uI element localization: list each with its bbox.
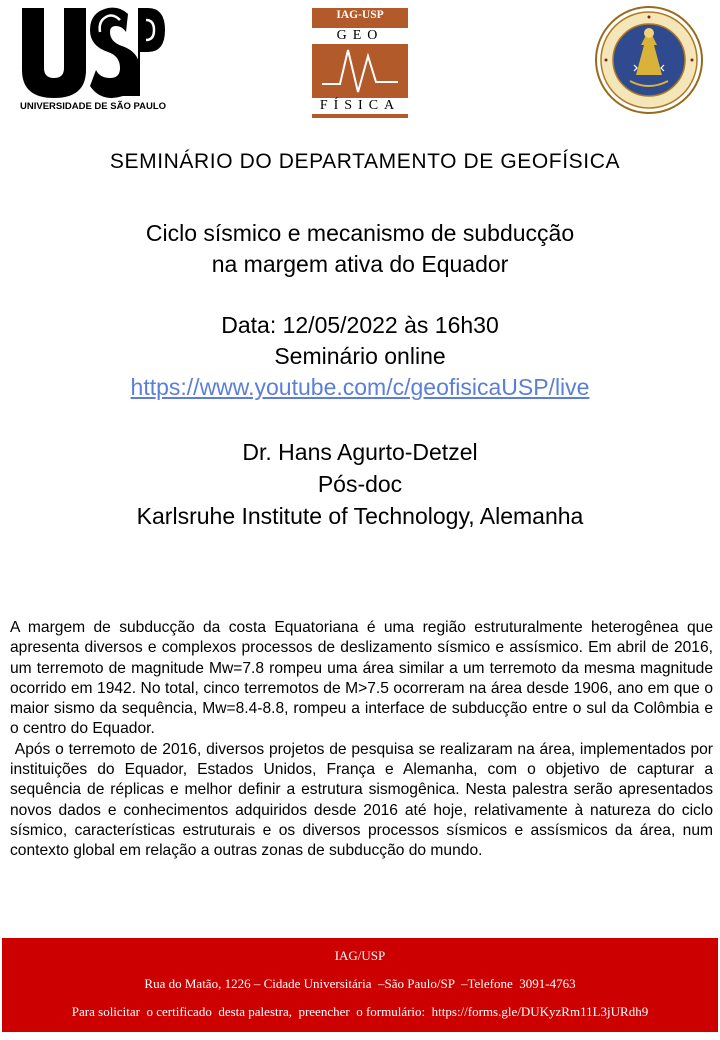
youtube-live-link[interactable]: https://www.youtube.com/c/geofisicaUSP/live bbox=[130, 374, 590, 400]
talk-title bbox=[0, 218, 720, 280]
footer-certificate-note: Para solicitar o certificado desta palestra, preencher o formulário: https://forms.gle/DUKyzRm11L3jURdh9 bbox=[71, 1004, 649, 1019]
usp-logo bbox=[20, 6, 165, 114]
event-mode: Seminário online bbox=[274, 343, 446, 369]
footer-org: IAG/USP bbox=[334, 948, 386, 963]
event-info bbox=[0, 310, 720, 403]
iag-header-label: IAG-USP bbox=[312, 8, 408, 22]
footer-banner bbox=[2, 938, 718, 1032]
department-title: SEMINÁRIO DO DEPARTAMENTO DE GEOFÍSICA bbox=[109, 150, 621, 173]
abstract bbox=[10, 618, 718, 862]
footer-address: Rua do Matão, 1226 – Cidade Universitária –São Paulo/SP –Telefone 3091-4763 bbox=[144, 976, 576, 991]
usp-caption: UNIVERSIDADE DE SÃO PAULO bbox=[20, 101, 167, 112]
iag-usp-logo bbox=[312, 8, 408, 118]
event-date: Data: 12/05/2022 às 16h30 bbox=[221, 312, 499, 338]
iag-word-geo: GEO bbox=[312, 28, 408, 44]
observatory-seal bbox=[594, 5, 704, 115]
talk-title-line-2: na margem ativa do Equador bbox=[211, 251, 509, 277]
speaker-position: Pós-doc bbox=[317, 471, 403, 497]
observatory-seal-icon bbox=[594, 5, 704, 115]
speaker-info bbox=[0, 436, 720, 532]
speaker-institution: Karlsruhe Institute of Technology, Alemanha bbox=[136, 503, 584, 529]
usp-logo-mark bbox=[20, 6, 165, 98]
speaker-name: Dr. Hans Agurto-Detzel bbox=[242, 439, 478, 465]
seismogram-icon bbox=[312, 44, 408, 96]
talk-title-line-1: Ciclo sísmico e mecanismo de subducção bbox=[145, 220, 575, 246]
abstract-paragraph-1: A margem de subducção da costa Equatoriana é uma região estruturalmente heterogênea que apresenta diversos e complexos processos de deslizamento sísmico e assísmico. Em abril de 2016, um terremoto de magnitude Mw=7.8 rompeu uma área similar a um terremoto da mesma magnitude ocorrido em 1942. No total, cinco terremotos de M>7.5 ocorreram na área desde 1906, ano em que o maior sismo da sequência, Mw=8.4-8.8, rompeu a interface de subducção entre o sul da Colômbia e o centro do Equador. bbox=[10, 619, 713, 738]
iag-word-fisica: FÍSICA bbox=[312, 98, 408, 114]
iag-logo-box bbox=[312, 22, 408, 118]
abstract-paragraph-2: Após o terremoto de 2016, diversos projetos de pesquisa se realizaram na área, implementados por instituições do Equador, Estados Unidos, França e Alemanha, com o objetivo de capturar a sequência de réplicas e melhor definir a estrutura sismogênica. Nesta palestra serão apresentados novos dados e conhecimentos adquiridos desde 2016 até hoje, relativamente à natureza do ciclo sísmico, características estruturais e os diversos processos sísmicos e assísmicos da área, num contexto global em relação a outras zonas de subducção do mundo. bbox=[10, 740, 718, 860]
